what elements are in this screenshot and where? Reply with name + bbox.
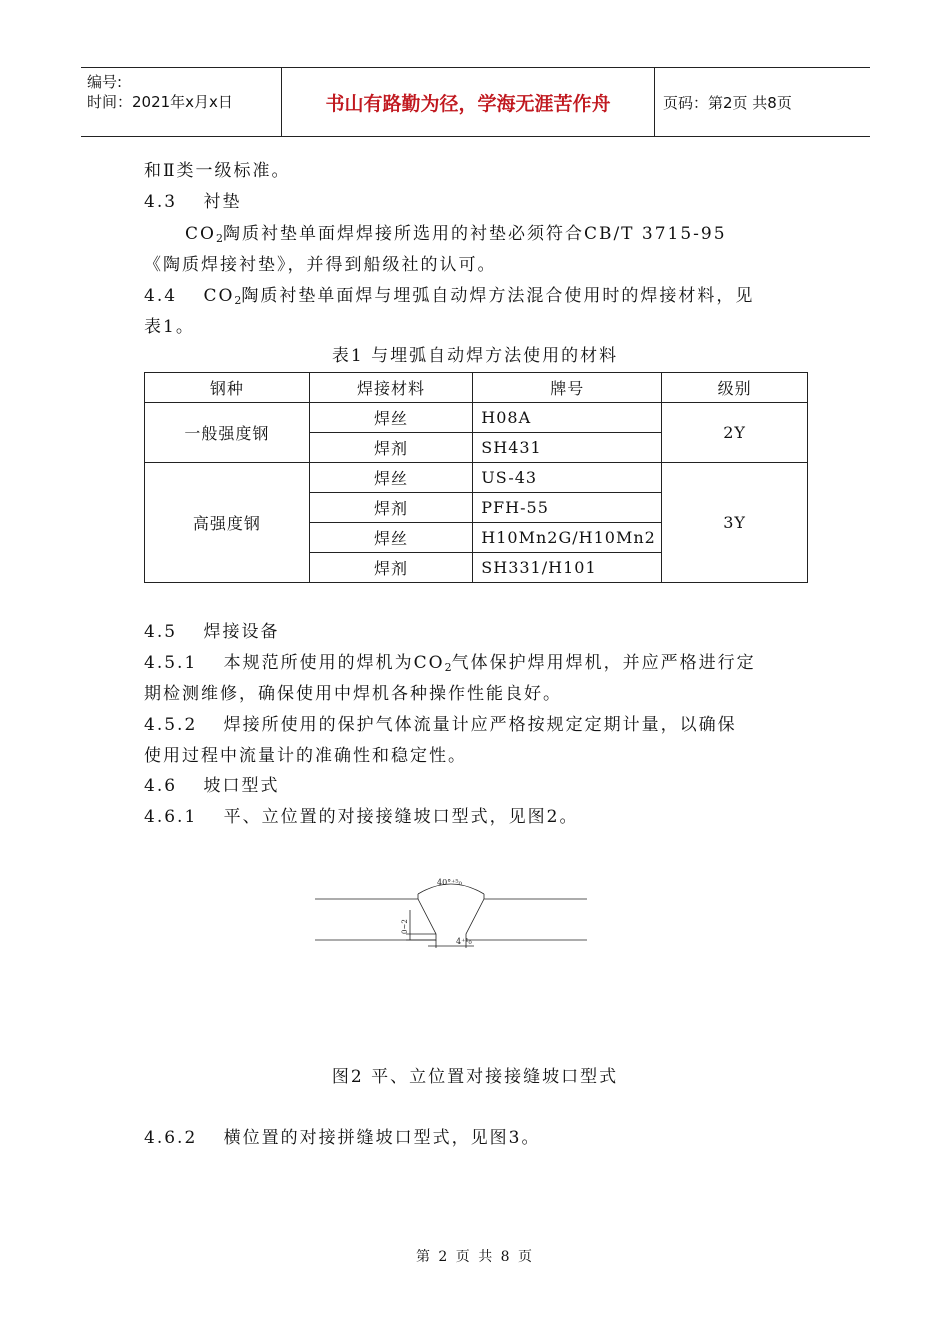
groove-diagram (310, 872, 592, 954)
brand-cell: US-43 (473, 463, 662, 493)
section-4-5-2-line2: 使用过程中流量计的准确性和稳定性。 (144, 746, 467, 766)
section-4-3-paragraph-line2: 《陶质焊接衬垫》，并得到船级社的认可。 (144, 255, 497, 275)
header-grade: 级别 (662, 373, 808, 403)
section-4-5-1-line1: 4.5.1 本规范所使用的焊机为$CO_2$气体保护焊用焊机，并应严格进行定 (144, 653, 756, 674)
grade-cell: 3Y (662, 463, 808, 583)
header-brand: 牌号 (473, 373, 662, 403)
gap-label: 4⁺¹₀ (456, 937, 472, 946)
table-header-row (145, 373, 808, 403)
time-label: 时间：2021年x月x日 (87, 93, 233, 111)
section-4-6-title: 4.6 坡口型式 (144, 776, 280, 796)
angle-label: 40°⁺⁵₀ (437, 878, 462, 887)
header-steel-type: 钢种 (145, 373, 310, 403)
page-header (81, 67, 870, 137)
brand-cell: PFH-55 (473, 493, 662, 523)
section-4-6-1: 4.6.1 平、立位置的对接接缝坡口型式，见图2。 (144, 807, 579, 827)
header-page-info: 页码：第2页 共8页 (663, 93, 792, 112)
header-meta (81, 68, 281, 136)
section-4-6-2: 4.6.2 横位置的对接拼缝坡口型式，见图3。 (144, 1128, 541, 1148)
steel-type-cell: 高强度钢 (145, 463, 310, 583)
section-4-5-title: 4.5 焊接设备 (144, 622, 280, 642)
material-cell: 焊丝 (309, 523, 473, 553)
material-cell: 焊剂 (309, 493, 473, 523)
material-cell: 焊丝 (309, 463, 473, 493)
section-4-3-paragraph-line1: $CO_2$陶质衬垫单面焊焊接所选用的衬垫必须符合CB/T 3715-95 (185, 224, 727, 245)
material-cell: 焊剂 (309, 433, 473, 463)
figure-2-caption: 图2 平、立位置对接接缝坡口型式 (331, 1067, 619, 1087)
steel-type-cell: 一般强度钢 (145, 403, 310, 463)
section-4-3-title: 4.3 衬垫 (144, 192, 242, 212)
standard-line: 和Ⅱ类一级标准。 (144, 161, 291, 181)
right-plate (466, 899, 587, 940)
brand-cell: H10Mn2G/H10Mn2 (473, 523, 662, 553)
material-cell: 焊丝 (309, 403, 473, 433)
section-4-5-1-line2: 期检测维修，确保使用中焊机各种操作性能良好。 (144, 684, 562, 704)
material-cell: 焊剂 (309, 553, 473, 583)
header-welding-material: 焊接材料 (309, 373, 473, 403)
header-motto: 书山有路勤为径，学海无涯苦作舟 (281, 68, 655, 136)
table-row (145, 403, 808, 433)
brand-cell: SH431 (473, 433, 662, 463)
brand-cell: SH331/H101 (473, 553, 662, 583)
brand-cell: H08A (473, 403, 662, 433)
materials-table (144, 372, 808, 583)
root-face-label: 0~2 (401, 919, 409, 934)
grade-cell: 2Y (662, 403, 808, 463)
section-4-5-2-line1: 4.5.2 焊接所使用的保护气体流量计应严格按规定定期计量，以确保 (144, 715, 737, 735)
table-row (145, 463, 808, 493)
section-4-4-line2: 表1。 (144, 317, 195, 337)
section-4-4-line1: 4.4 $CO_2$陶质衬垫单面焊与埋弧自动焊方法混合使用时的焊接材料，见 (144, 286, 755, 307)
number-label: 编号: (87, 73, 123, 91)
table-caption: 表1 与埋弧自动焊方法使用的材料 (331, 346, 619, 366)
page-footer: 第 2 页 共 8 页 (415, 1249, 535, 1265)
